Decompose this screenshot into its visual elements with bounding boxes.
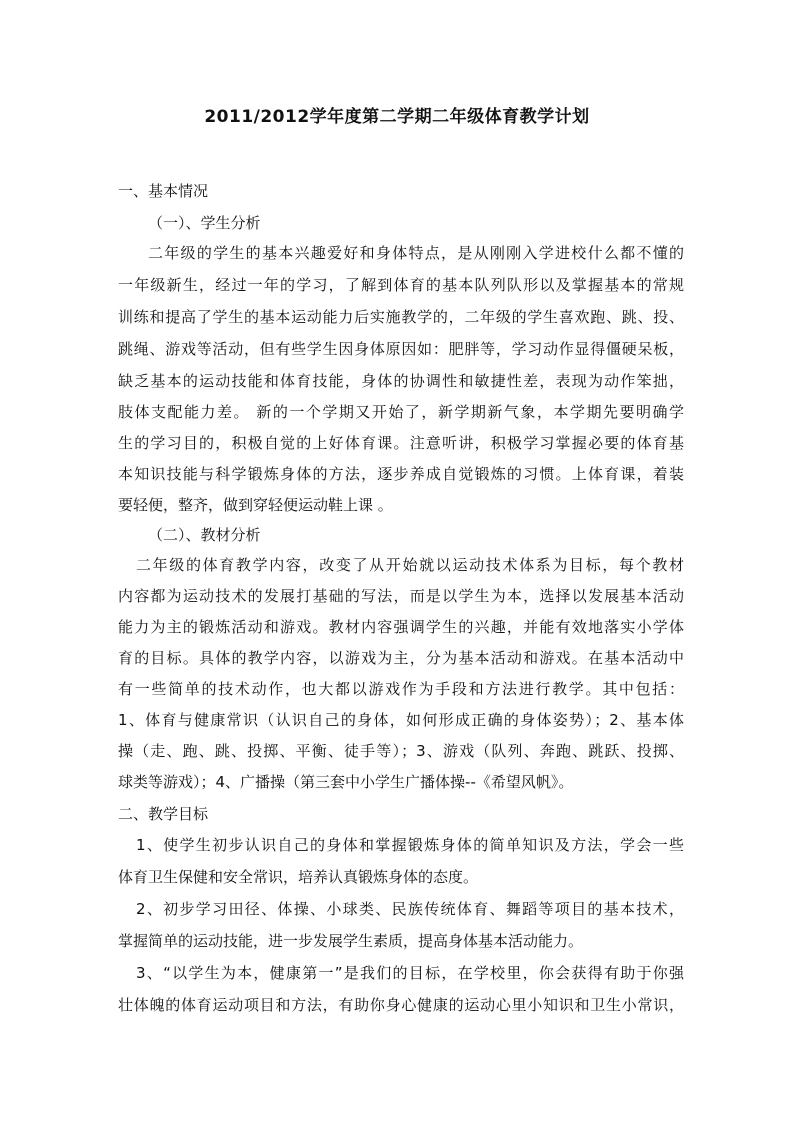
- paragraph-line: 缺乏基本的运动技能和体育技能，身体的协调性和敏捷性差，表现为动作笨拙，: [118, 372, 684, 390]
- subsection-heading-material-analysis: （二）、教材分析: [148, 526, 261, 544]
- paragraph-line: 有一些简单的技术动作，也大都以游戏作为手段和方法进行教学。其中包括：: [118, 680, 684, 698]
- paragraph-line: 球类等游戏）；4、广播操（第三套中小学生广播体操--《希望风帆》。: [118, 773, 574, 791]
- paragraph-line: 能力为主的锻炼活动和游戏。教材内容强调学生的兴趣，并能有效地落实小学体: [118, 618, 684, 636]
- paragraph-line: 要轻便，整齐，做到穿轻便运动鞋上课 。: [118, 496, 393, 514]
- paragraph-line: 内容都为运动技术的发展打基础的写法，而是以学生为本，选择以发展基本活动: [118, 587, 684, 605]
- paragraph-line: 二年级的体育教学内容，改变了从开始就以运动技术体系为目标，每个教材: [136, 556, 684, 574]
- paragraph-line: 本知识技能与科学锻炼身体的方法，逐步养成自觉锻炼的习惯。上体育课，着装: [118, 465, 684, 483]
- paragraph-line: 3、“以学生为本，健康第一”是我们的目标，在学校里，你会获得有助于你强: [136, 964, 684, 982]
- paragraph-line: 1、使学生初步认识自己的身体和掌握锻炼身体的简单知识及方法，学会一些: [136, 836, 684, 854]
- paragraph-line: 跳绳、游戏等活动，但有些学生因身体原因如：肥胖等，学习动作显得僵硬呆板，: [118, 340, 684, 358]
- paragraph-line: 育的目标。具体的教学内容，以游戏为主，分为基本活动和游戏。在基本活动中: [118, 649, 684, 667]
- subsection-heading-student-analysis: （一）、学生分析: [148, 214, 261, 232]
- paragraph-line: 生的学习目的，积极自觉的上好体育课。注意听讲，积极学习掌握必要的体育基: [118, 434, 684, 452]
- paragraph-line: 操（走、跑、跳、投掷、平衡、徒手等）；3、游戏（队列、奔跑、跳跃、投掷、: [118, 742, 684, 760]
- document-title: 2011/2012学年度第二学期二年级体育教学计划: [204, 107, 590, 127]
- paragraph-line: 掌握简单的运动技能，进一步发展学生素质，提高身体基本活动能力。: [118, 932, 584, 950]
- paragraph-line: 二年级的学生的基本兴趣爱好和身体特点，是从刚刚入学进校什么都不懂的: [148, 244, 684, 262]
- section-heading-basic-situation: 一、基本情况: [118, 182, 209, 200]
- paragraph-line: 体育卫生保健和安全常识，培养认真锻炼身体的态度。: [118, 868, 479, 886]
- paragraph-line: 一年级新生，经过一年的学习，了解到体育的基本队列队形以及掌握基本的常规: [118, 276, 684, 294]
- paragraph-line: 肢体支配能力差。 新的一个学期又开始了，新学期新气象，本学期先要明确学: [118, 403, 684, 421]
- paragraph-line: 训练和提高了学生的基本运动能力后实施教学的，二年级的学生喜欢跑、跳、投、: [118, 308, 684, 326]
- paragraph-line: 1、体育与健康常识（认识自己的身体，如何形成正确的身体姿势）；2、基本体: [118, 711, 684, 729]
- section-heading-teaching-goals: 二、教学目标: [118, 805, 209, 823]
- paragraph-line: 2、初步学习田径、体操、小球类、民族传统体育、舞蹈等项目的基本技术，: [136, 900, 684, 918]
- paragraph-line: 壮体魄的体育运动项目和方法，有助你身心健康的运动心里小知识和卫生小常识，: [118, 996, 684, 1014]
